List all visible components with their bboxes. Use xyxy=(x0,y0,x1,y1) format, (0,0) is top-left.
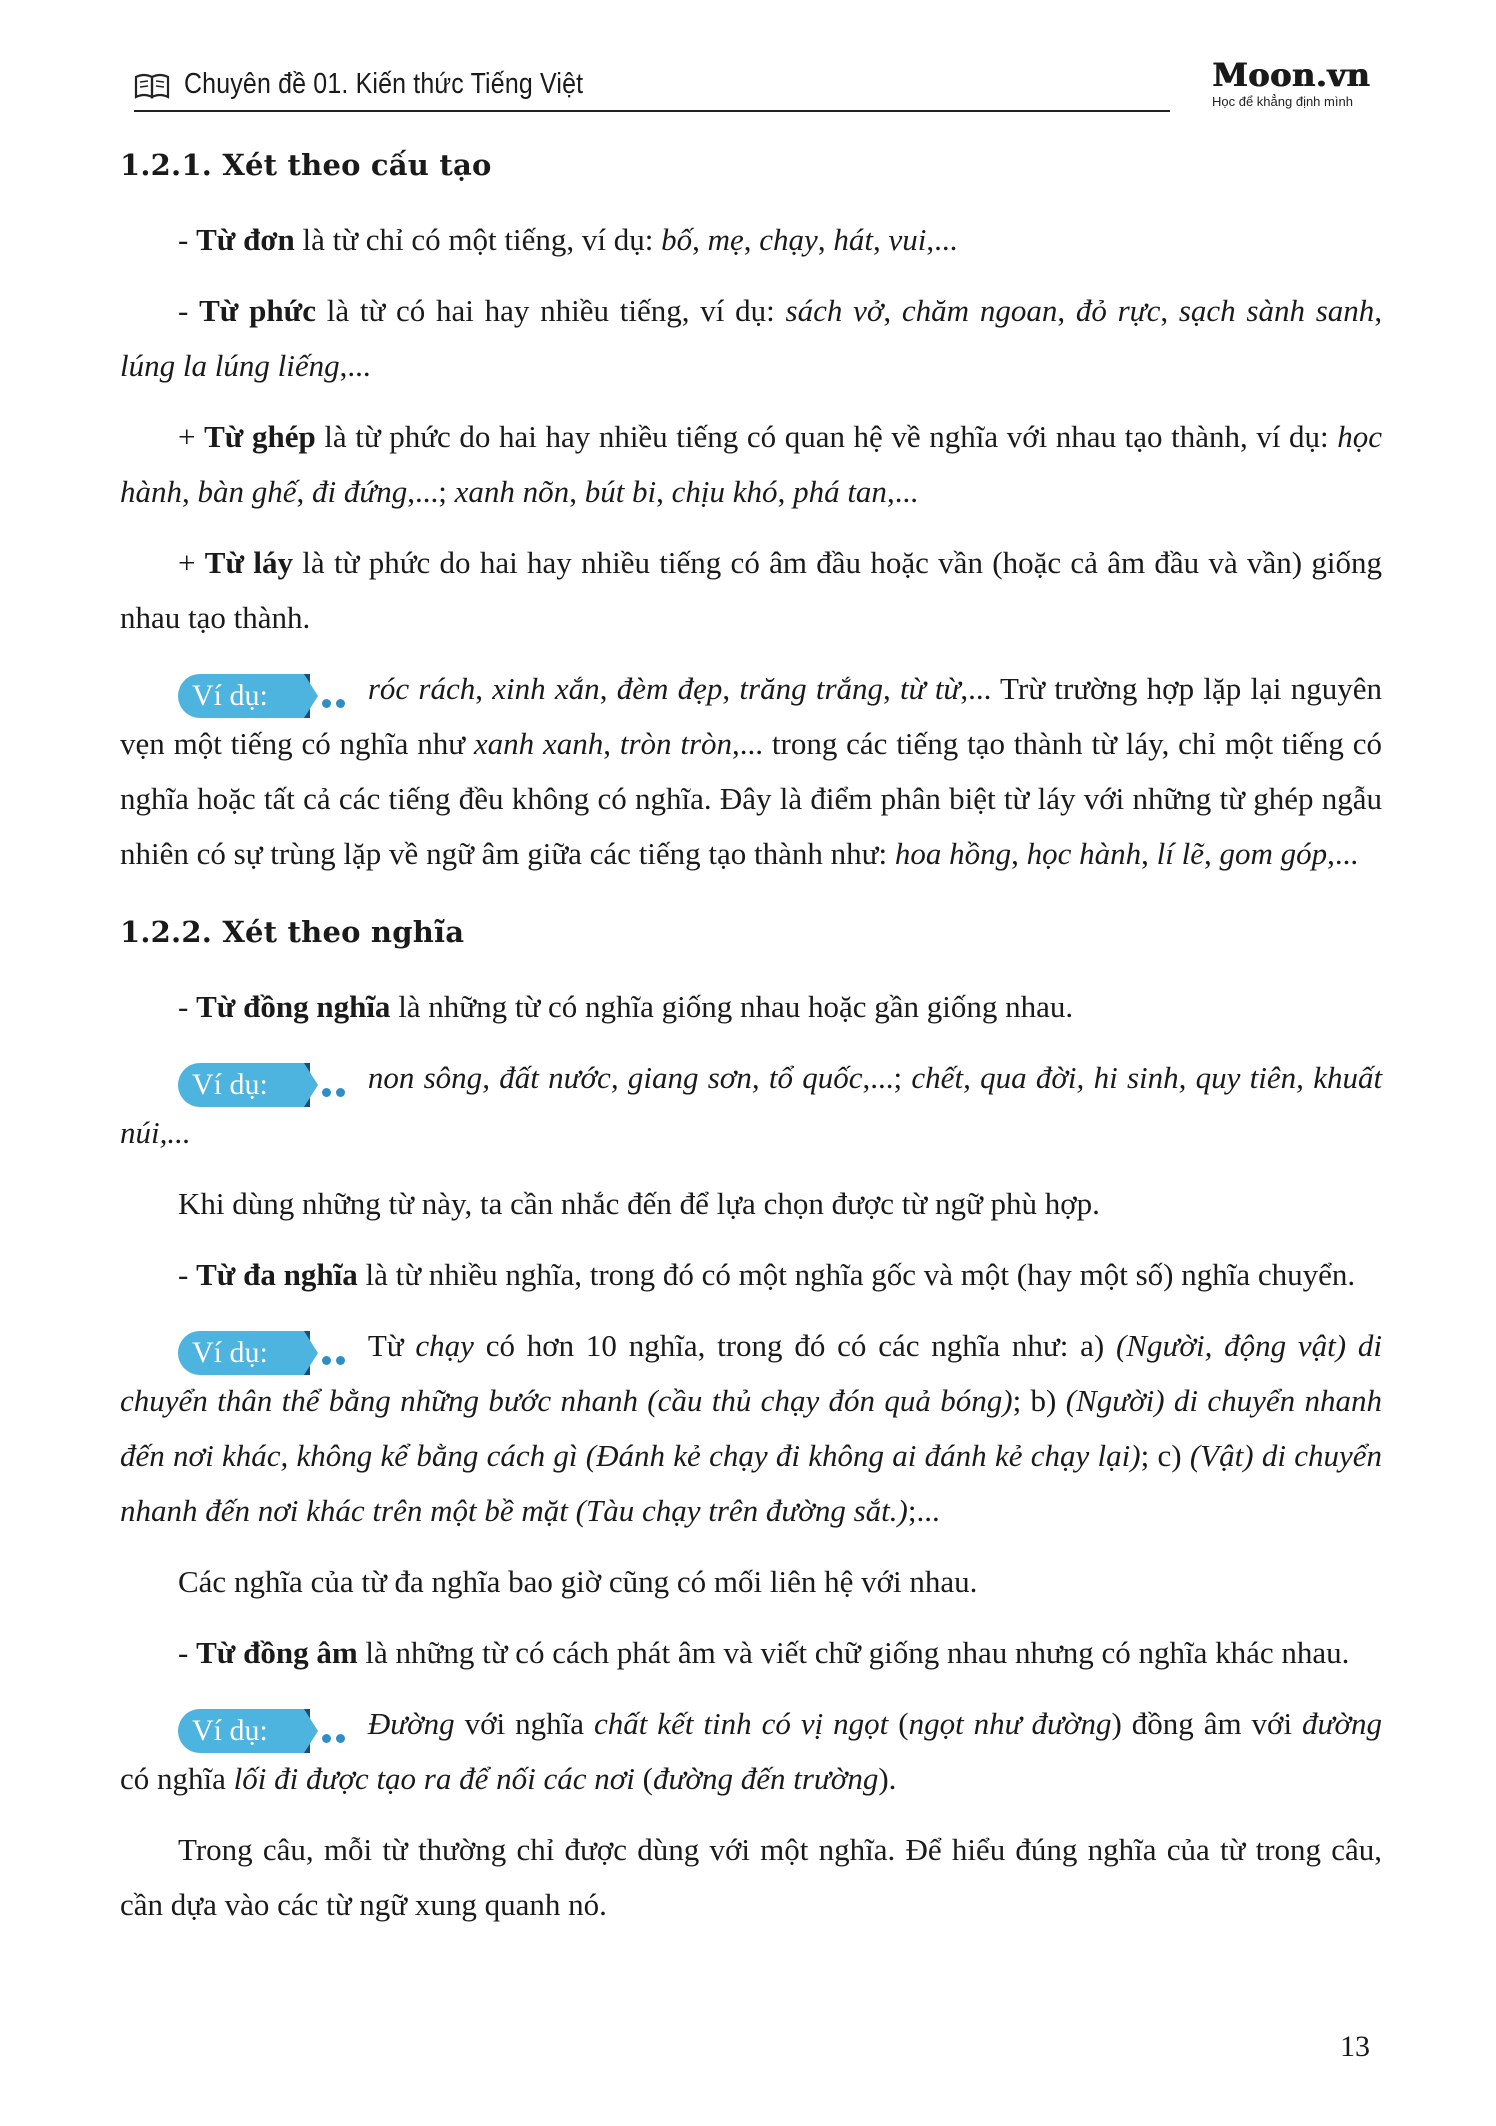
example-badge xyxy=(178,1324,350,1368)
example-label: Ví dụ: xyxy=(178,1063,304,1107)
brand-logo: Moon.vn xyxy=(1212,56,1370,94)
paragraph-tu-lay: + Từ láy là từ phức do hai hay nhiều tiếng có âm đầu hoặc vần (hoặc cả âm đầu và vần) giống nhau tạo thành. xyxy=(120,545,1383,635)
term-tu-lay: Từ láy xyxy=(204,545,293,580)
page-number: 13 xyxy=(1340,2030,1370,2063)
paragraph-tu-ghep: + Từ ghép là từ phức do hai hay nhiều tiếng có quan hệ về nghĩa với nhau tạo thành, ví dụ: học hành, bàn ghế, đi đứng,...; xanh nõn, bút bi, chịu khó, phá tan,... xyxy=(120,419,1383,509)
example-label: Ví dụ: xyxy=(178,1331,304,1375)
open-book-icon xyxy=(134,73,170,99)
example-label: Ví dụ: xyxy=(178,1709,304,1753)
dots-icon xyxy=(322,1705,350,1760)
paragraph-note-synonym: Khi dùng những từ này, ta cần nhắc đến để lựa chọn được từ ngữ phù hợp. xyxy=(178,1186,1100,1221)
term-tu-phuc: Từ phức xyxy=(199,293,316,328)
term-tu-da-nghia: Từ đa nghĩa xyxy=(196,1257,358,1292)
paragraph-tu-dong-am-example: Ví dụ: Đường với nghĩa chất kết tinh có vị ngọt (ngọt như đường) đồng âm với đường có nghĩa lối đi được tạo ra để nối các nơi (đường đến trường). xyxy=(120,1696,1382,1806)
section-heading-meaning: 1.2.2. Xét theo nghĩa xyxy=(120,915,465,949)
page-content xyxy=(120,130,1382,1948)
paragraph-note-context: Trong câu, mỗi từ thường chỉ được dùng với một nghĩa. Để hiểu đúng nghĩa của từ trong câu, cần dựa vào các từ ngữ xung quanh nó. xyxy=(120,1832,1382,1922)
example-badge xyxy=(178,1702,350,1746)
page-header xyxy=(134,56,1380,116)
brand-tagline: Học để khẳng định mình xyxy=(1212,94,1353,109)
paragraph-tu-lay-example: Ví dụ: róc rách, xinh xắn, đèm đẹp, trăng trắng, từ từ,... Trừ trường hợp lặp lại nguyên vẹn một tiếng có nghĩa như xanh xanh, tròn tròn,... trong các tiếng tạo thành từ láy, chỉ một tiếng có nghĩa hoặc tất cả các tiếng đều không có nghĩa. Đây là điểm phân biệt từ láy với những từ ghép ngẫu nhiên có sự trùng lặp về ngữ âm giữa các tiếng tạo thành như: hoa hồng, học hành, lí lẽ, gom góp,... xyxy=(120,661,1382,881)
term-tu-don: Từ đơn xyxy=(196,222,295,257)
paragraph-tu-phuc: - Từ phức là từ có hai hay nhiều tiếng, ví dụ: sách vở, chăm ngoan, đỏ rực, sạch sành sanh, lúng la lúng liếng,... xyxy=(120,293,1383,383)
paragraph-tu-dong-nghia: - Từ đồng nghĩa là những từ có nghĩa giống nhau hoặc gần giống nhau. xyxy=(178,989,1074,1024)
paragraph-tu-da-nghia-example: Ví dụ: Từ chạy có hơn 10 nghĩa, trong đó có các nghĩa như: a) (Người, động vật) di chuyển thân thể bằng những bước nhanh (cầu thủ chạy đón quả bóng); b) (Người) di chuyển nhanh đến nơi khác, không kể bằng cách gì (Đánh kẻ chạy đi không ai đánh kẻ chạy lại); c) (Vật) di chuyển nhanh đến nơi khác trên một bề mặt (Tàu chạy trên đường sắt.);... xyxy=(120,1318,1382,1538)
example-badge xyxy=(178,1056,350,1100)
paragraph-tu-don: - Từ đơn là từ chỉ có một tiếng, ví dụ: bố, mẹ, chạy, hát, vui,... xyxy=(178,222,958,257)
term-tu-dong-nghia: Từ đồng nghĩa xyxy=(196,989,391,1024)
paragraph-tu-dong-nghia-example: Ví dụ: non sông, đất nước, giang sơn, tổ quốc,...; chết, qua đời, hi sinh, quy tiên, khuất núi,... xyxy=(120,1050,1382,1160)
dots-icon xyxy=(322,1059,350,1114)
section-heading-structure: 1.2.1. Xét theo cấu tạo xyxy=(120,148,492,182)
term-tu-dong-am: Từ đồng âm xyxy=(196,1635,358,1670)
dots-icon xyxy=(322,670,350,725)
example-badge xyxy=(178,667,350,711)
chapter-title: Chuyên đề 01. Kiến thức Tiếng Việt xyxy=(184,68,584,100)
paragraph-tu-dong-am: - Từ đồng âm là những từ có cách phát âm và viết chữ giống nhau nhưng có nghĩa khác nhau. xyxy=(178,1635,1350,1670)
term-tu-ghep: Từ ghép xyxy=(204,419,316,454)
brand-block xyxy=(1212,58,1382,109)
example-label: Ví dụ: xyxy=(178,674,304,718)
header-rule xyxy=(134,110,1170,112)
dots-icon xyxy=(322,1327,350,1382)
paragraph-tu-da-nghia: - Từ đa nghĩa là từ nhiều nghĩa, trong đó có một nghĩa gốc và một (hay một số) nghĩa chuyển. xyxy=(178,1257,1356,1292)
paragraph-note-polysemy: Các nghĩa của từ đa nghĩa bao giờ cũng có mối liên hệ với nhau. xyxy=(178,1564,978,1599)
